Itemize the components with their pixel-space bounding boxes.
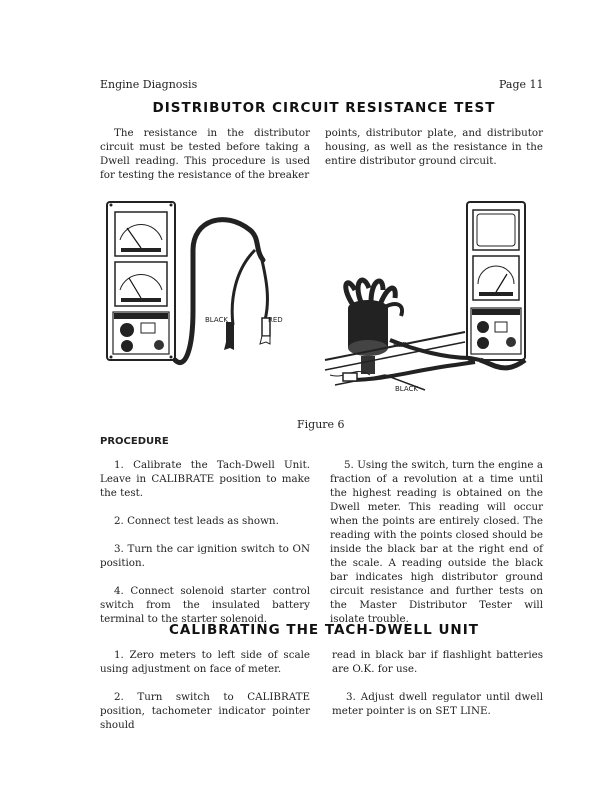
procedure-step: 4. Connect solenoid starter control switch from the insulated battery terminal to the starter solenoid.: [100, 585, 310, 625]
section-header: Engine Diagnosis: [100, 78, 198, 91]
right-black-label: BLACK: [395, 385, 419, 393]
calibrating-left: [100, 648, 310, 746]
left-red-label: RED: [268, 316, 283, 324]
intro-right-text: points, distributor plate, and distributor housing, as well as the resistance in the entire distributor ground circuit.: [325, 127, 543, 167]
calibrating-step: 2. Turn switch to CALIBRATE position, tachometer indicator pointer should: [100, 691, 310, 731]
left-black-label: BLACK: [205, 316, 229, 324]
procedure-step: 3. Turn the car ignition switch to ON position.: [100, 543, 310, 569]
calibrating-step: 3. Adjust dwell regulator until dwell meter pointer is on SET LINE.: [332, 691, 543, 717]
calibrating-step: 1. Zero meters to left side of scale using adjustment on face of meter.: [100, 649, 310, 675]
black-clip: [224, 322, 234, 350]
intro-right: [325, 126, 543, 182]
procedure-left: [100, 458, 310, 640]
intro-left: [100, 126, 310, 196]
figure-caption: Figure 6: [297, 418, 345, 431]
figure-6-illustration: [85, 190, 545, 405]
right-tester-unit: [467, 202, 525, 360]
procedure-step: 2. Connect test leads as shown.: [114, 515, 279, 527]
procedure-step: 1. Calibrate the Tach-Dwell Unit. Leave in CALIBRATE position to make the test.: [100, 459, 310, 499]
page-number: Page 11: [499, 78, 544, 91]
page-title: DISTRIBUTOR CIRCUIT RESISTANCE TEST: [152, 100, 496, 116]
calibrating-right: [332, 648, 543, 732]
procedure-right: [330, 458, 543, 640]
right-red-label: RED: [393, 341, 408, 349]
intro-left-text: The resistance in the distributor circuit must be tested before taking a Dwell reading. This procedure is used for testing the resistance of the breaker: [100, 127, 310, 181]
left-tester-unit: [107, 202, 175, 360]
procedure-heading: PROCEDURE: [100, 436, 169, 447]
procedure-step: 5. Using the switch, turn the engine a fraction of a revolution at a time until the highest reading is obtained on the Dwell meter. This reading will occur when the points are entirely closed. The reading with the points closed should be inside the black bar at the right end of the scale. A reading outside the black bar indicates high distributor ground circuit resistance and further tests on the Master Distributor Tester will isolate trouble.: [330, 459, 543, 625]
calibrating-title: CALIBRATING THE TACH-DWELL UNIT: [169, 622, 479, 638]
calibrating-step: read in black bar if flashlight batteries are O.K. for use.: [332, 649, 543, 675]
